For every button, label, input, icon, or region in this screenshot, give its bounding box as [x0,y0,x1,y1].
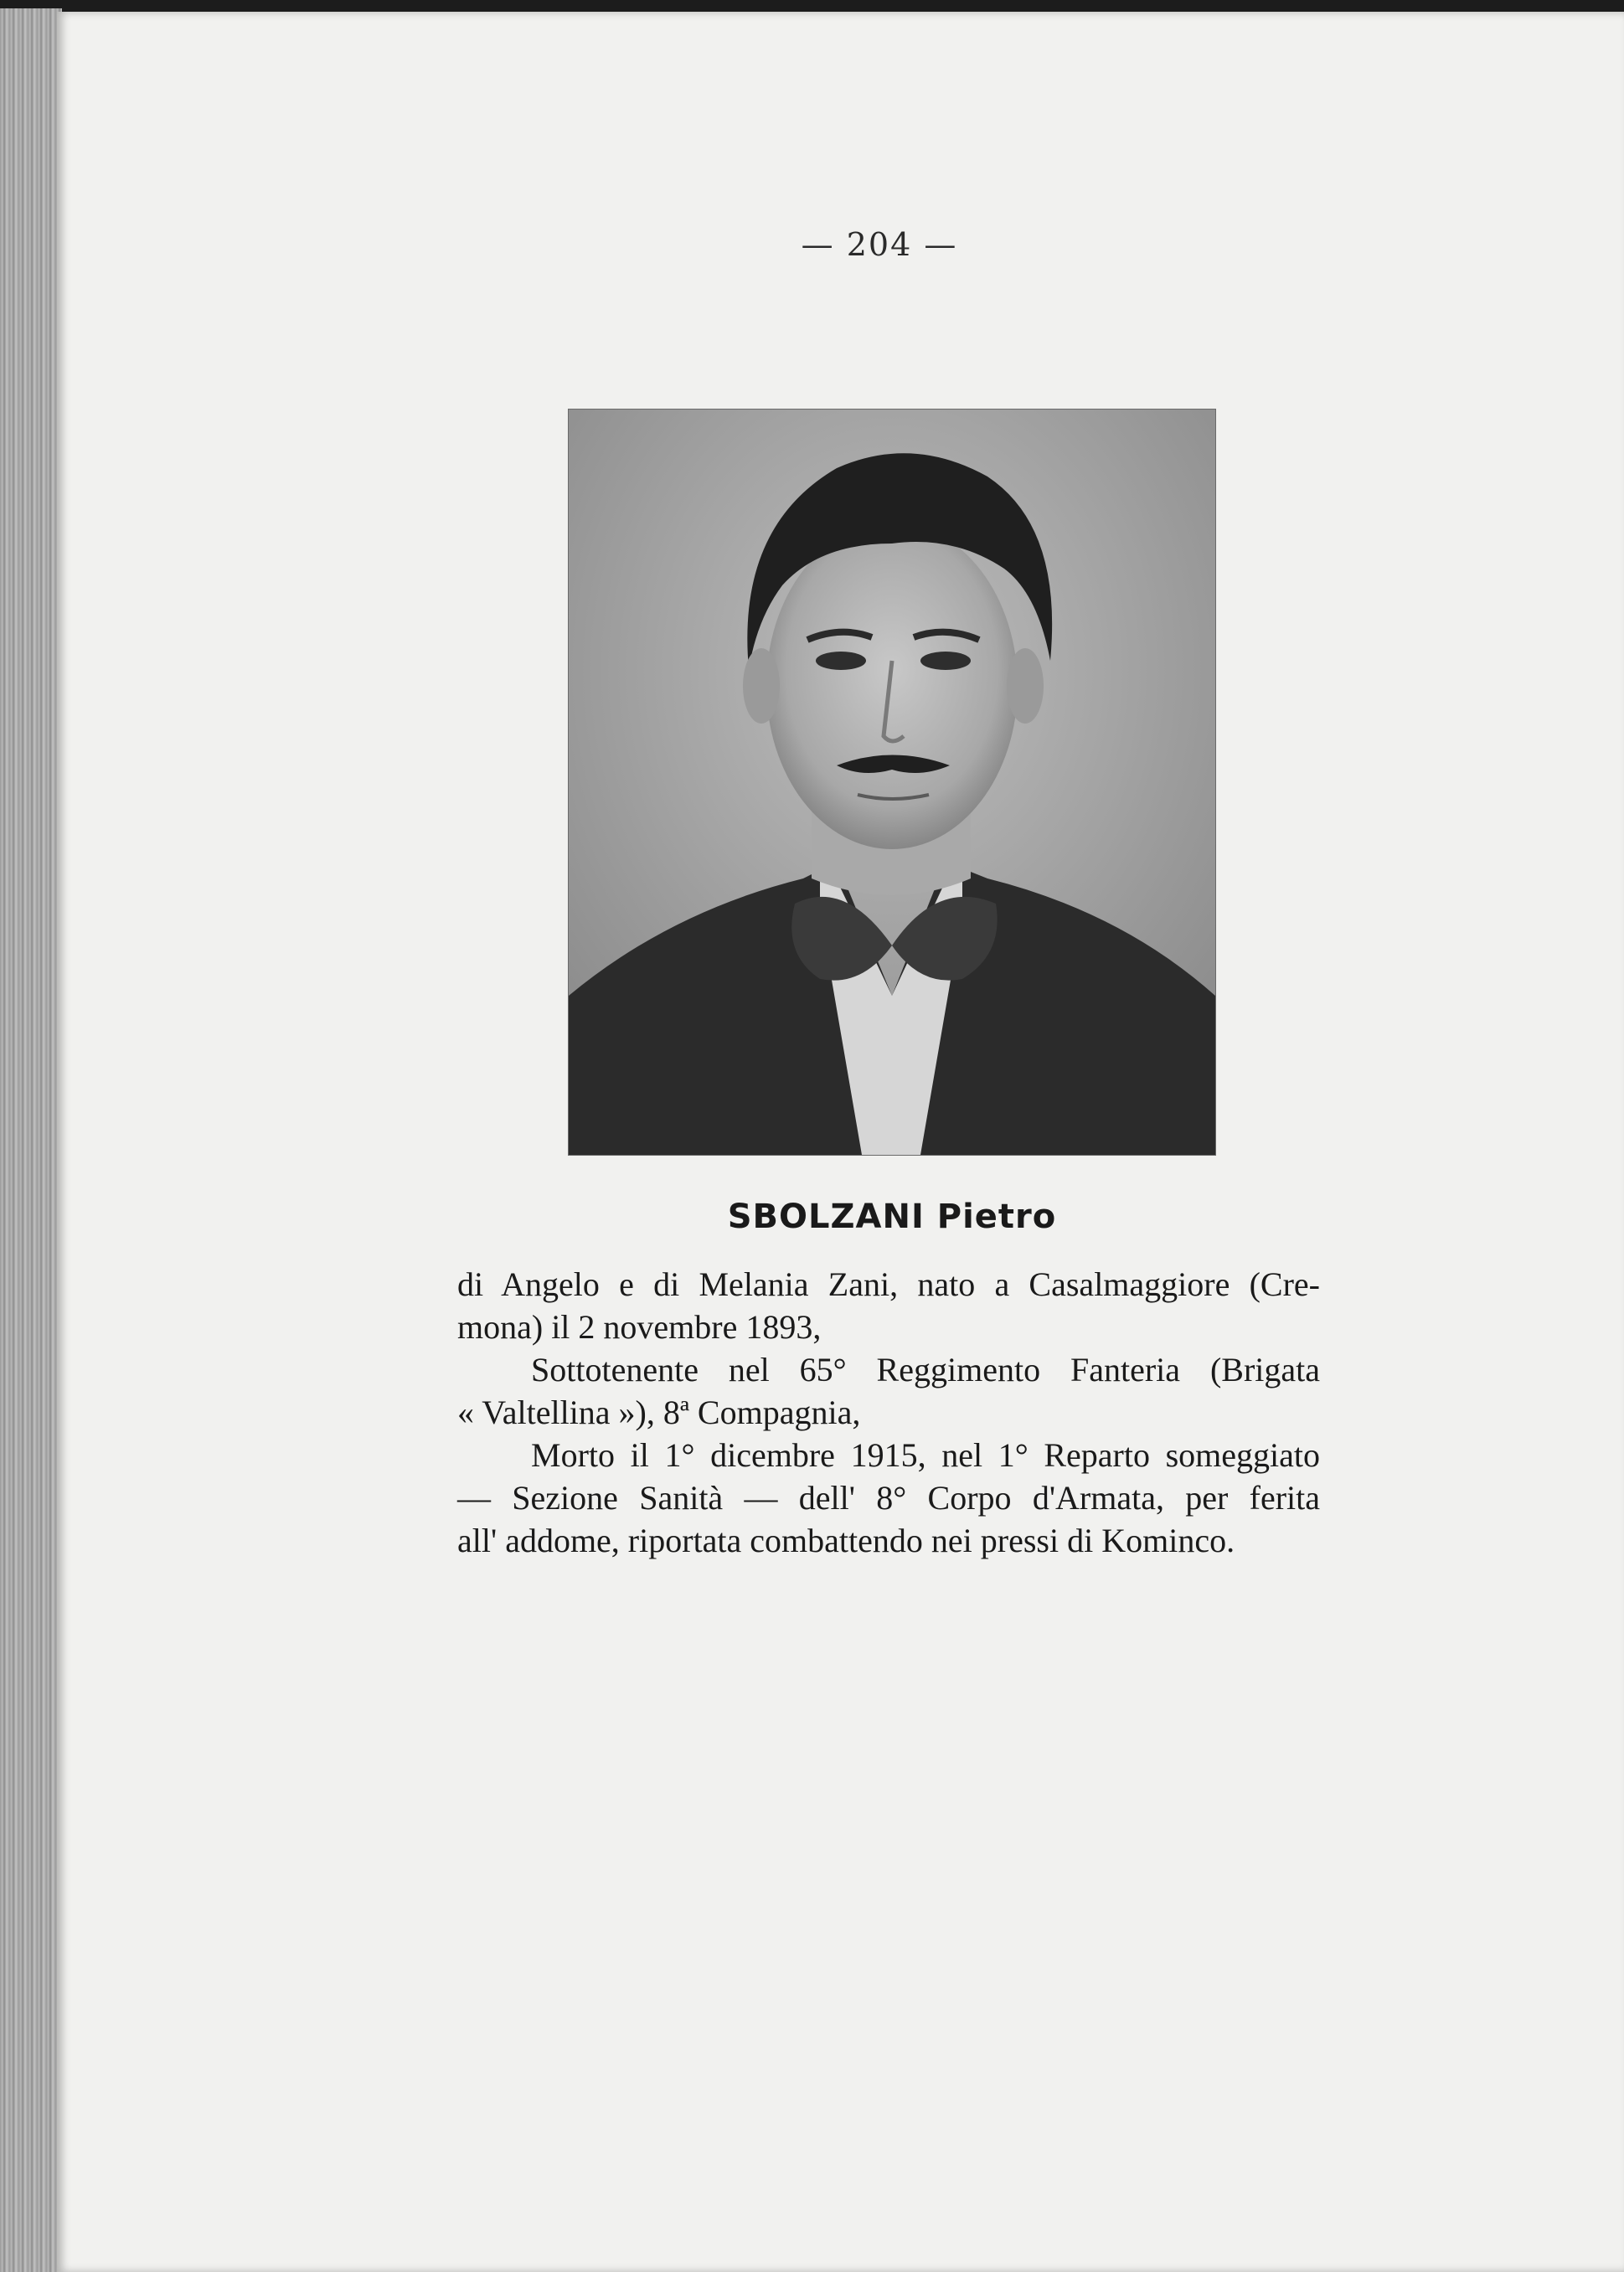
person-name-heading: SBOLZANI Pietro [727,1198,1057,1236]
biography-text [457,1263,1320,1562]
portrait-icon [569,410,1215,1155]
book-page-edges [0,8,62,2272]
biography-line: — Sezione Sanità — dell' 8° Corpo d'Armata, per ferita [457,1479,1320,1517]
biography-line: mona) il 2 novembre 1893, [457,1308,822,1346]
biography-line: Sottotenente nel 65° Reggimento Fanteria (Brigata [531,1351,1320,1388]
biography-line: « Valtellina »), 8ª Compagnia, [457,1394,861,1431]
biography-line: di Angelo e di Melania Zani, nato a Casalmaggiore (Cre- [457,1265,1320,1303]
biography-line: Morto il 1° dicembre 1915, nel 1° Reparto someggiato [531,1436,1320,1474]
biography-line: all' addome, riportata combattendo nei pressi di Kominco. [457,1522,1235,1559]
portrait-photo [568,409,1216,1156]
page-number: — 204 — [801,226,958,263]
